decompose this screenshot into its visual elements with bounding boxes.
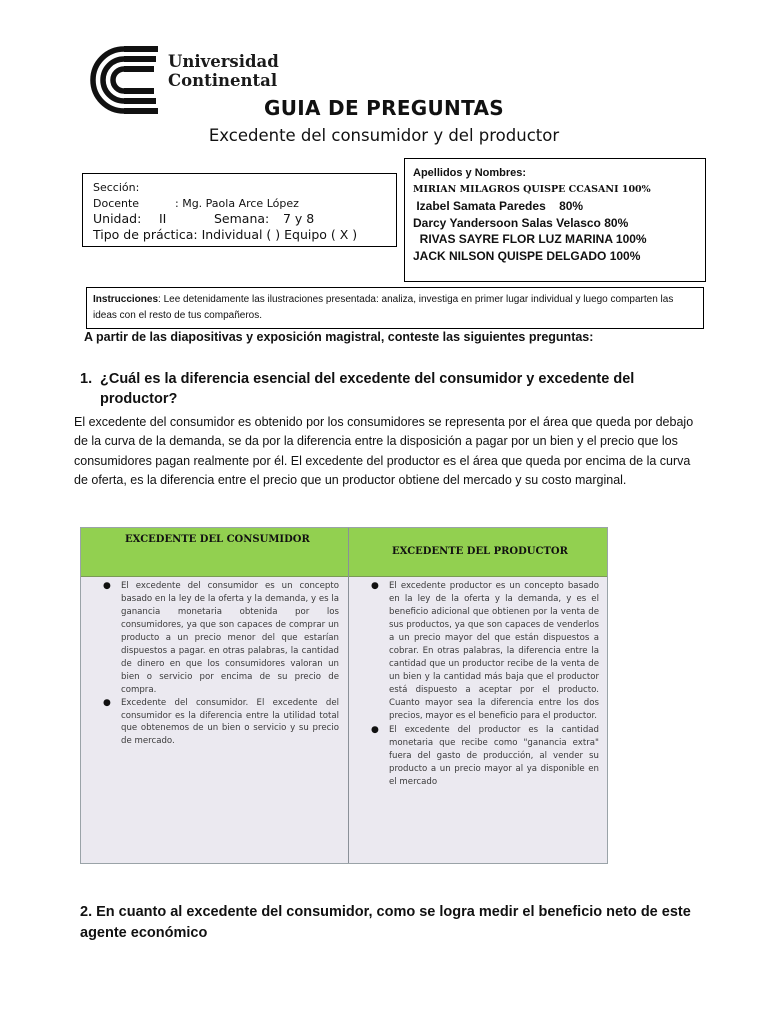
seccion-label: Sección: [93, 181, 140, 194]
document-title: GUIA DE PREGUNTAS [264, 96, 504, 120]
seccion-row [93, 180, 396, 196]
intro-text: A partir de las diapositivas y exposición magistral, conteste las siguientes preguntas: [84, 330, 594, 344]
consumidor-item-1: El excedente del consumidor es un concepto basado en la ley de la oferta y la demanda, y es la ganancia monetaria obtenida por los consumidores, ya que son capaces de comprar un producto a un precio menor del que estarían dispuestos a pagar. en otras palabras, la cantidad de dinero en que los consumidores valoran un bien o servicio por encima de su precio de compra. [121, 581, 339, 695]
instructions-text: : Lee detenidamente las ilustraciones presentada: analiza, investiga en primer lugar individual y luego comparten las ideas con el resto de tus compañeros. [93, 294, 674, 321]
semana-label: Semana: [214, 211, 270, 226]
unidad-label: Unidad: [93, 211, 142, 226]
productor-item-2: El excedente del productor es la cantidad monetaria que recibe como "ganancia extra" fuera del gasto de producción, al vender su producto a un precio mayor al ya disponible en el mercado [389, 725, 599, 788]
docente-label: Docente [93, 196, 140, 210]
unidad-value: II [159, 211, 167, 226]
course-info-box [82, 173, 397, 247]
student-name-2: Izabel Samata Paredes 80% [413, 199, 584, 213]
tipo-row [93, 227, 396, 243]
table-column-divider [348, 528, 349, 863]
docente-row [93, 196, 396, 212]
productor-item-1: El excedente productor es un concepto basado en la ley de la oferta y la demanda, y es el beneficio adicional que obtienen por la venta de sus productos, ya que son capaces de venderlos a un precio mayor del que están dispuestos a cobrar. En otras palabras, la diferencia entre la cantidad que un productor recibe de la venta de un bien y la cantidad más baja que el productor está dispuesto a aceptar por el producto. Cuanto mayor sea la diferencia entre los dos precios, mayor es el beneficio para el productor. [389, 581, 599, 721]
tipo-practica: Tipo de práctica: Individual ( ) Equipo ( X ) [93, 226, 358, 242]
question-1-answer: El excedente del consumidor es obtenido por los consumidores se representa por el área que queda por debajo de la curva de la demanda, se da por la diferencia entre la disposición a pagar por un bien y el precio que los consumidores pagan realmente por él. El excedente del productor es el área que queda por encima de la curva de oferta, es la diferencia entre el precio que un productor obtiene del mercado y su costo marginal. [74, 415, 694, 488]
student-names-box [404, 158, 706, 282]
logo-name-line2: Continental [168, 71, 278, 90]
unidad-row [93, 211, 396, 227]
instructions-label: Instrucciones [93, 294, 159, 305]
bullet-icon: ● [371, 725, 379, 736]
docente-value: : Mg. Paola Arce López [175, 196, 299, 210]
document-subtitle: Excedente del consumidor y del productor [208, 126, 560, 145]
student-name-5: JACK NILSON QUISPE DELGADO 100% [413, 248, 641, 263]
bullet-icon: ● [103, 581, 111, 591]
bullet-icon: ● [371, 581, 379, 591]
table-header-productor: EXCEDENTE DEL PRODUCTOR [392, 546, 568, 557]
student-name-4: RIVAS SAYRE FLOR LUZ MARINA 100% [413, 232, 647, 246]
logo-name-line1: Universidad [168, 52, 279, 71]
comparison-table [80, 527, 608, 864]
list-item [93, 697, 339, 749]
list-item [361, 724, 599, 789]
names-label: Apellidos y Nombres: [413, 167, 527, 179]
semana-value: 7 y 8 [283, 211, 315, 226]
table-cell-productor [361, 580, 599, 789]
question-2: 2. En cuanto al excedente del consumidor, como se logra medir el beneficio neto de este agente económico [80, 904, 691, 941]
instructions-box [86, 287, 704, 329]
bullet-icon: ● [103, 697, 111, 708]
student-name-1: MIRIAN MILAGROS QUISPE CCASANI 100% [413, 183, 651, 195]
student-name-3: Darcy Yandersoon Salas Velasco 80% [413, 215, 629, 230]
question-1-number: 1. [80, 371, 93, 387]
question-1 [80, 369, 680, 409]
consumidor-item-2: Excedente del consumidor. El excedente del consumidor es la diferencia entre la utilidad total que obtenemos de un bien o servicio y su precio de mercado. [121, 697, 339, 747]
table-cell-consumidor [93, 580, 339, 748]
list-item [361, 580, 599, 722]
table-header-consumidor: EXCEDENTE DEL CONSUMIDOR [125, 534, 310, 545]
question-1-text: ¿Cuál es la diferencia esencial del excedente del consumidor y excedente del productor? [100, 371, 635, 407]
list-item [93, 580, 339, 697]
